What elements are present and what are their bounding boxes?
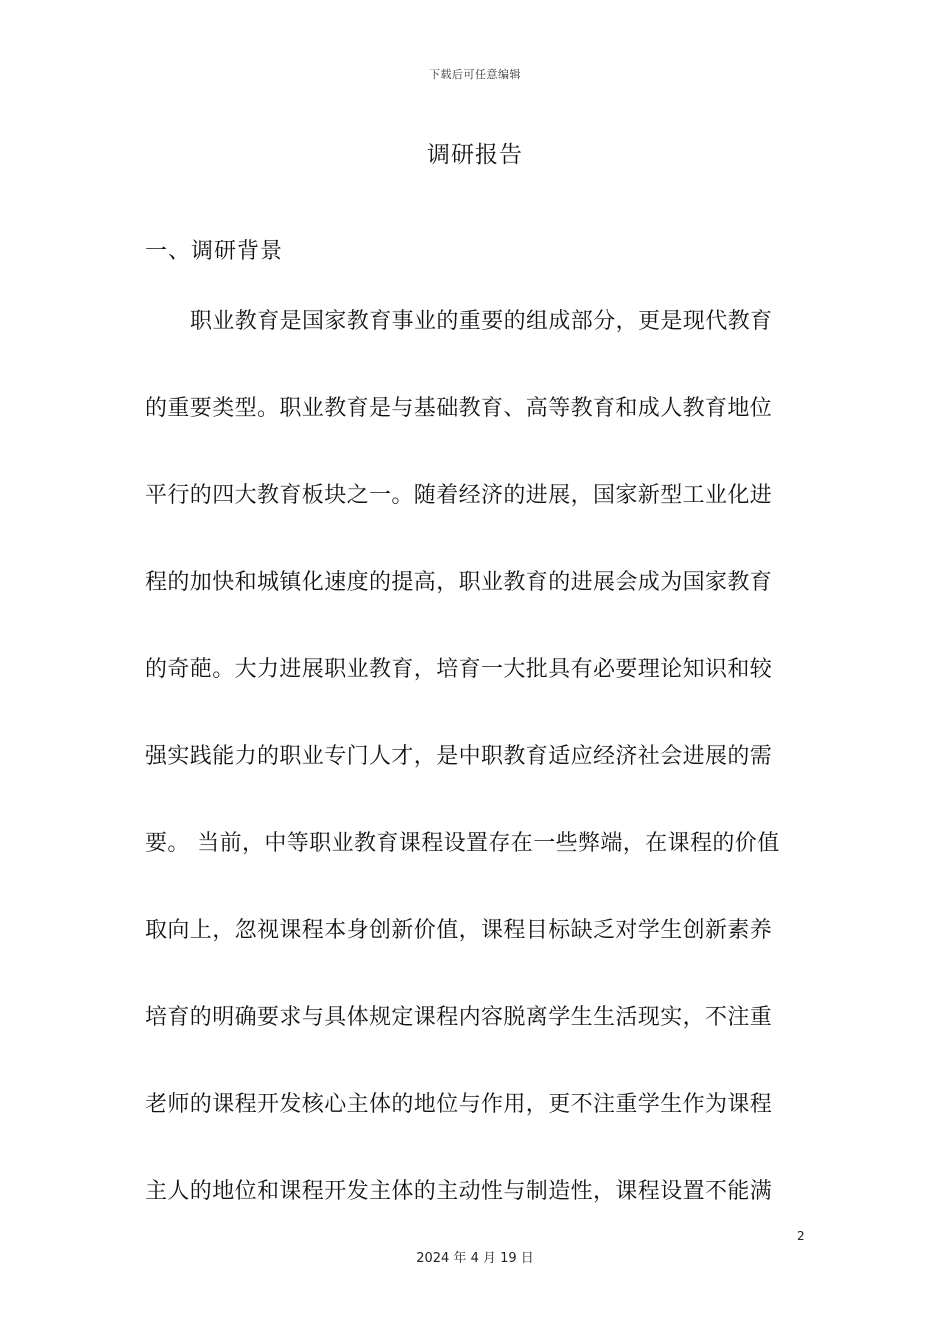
body-line: 程的加快和城镇化速度的提高，职业教育的进展会成为国家教育	[145, 570, 773, 595]
body-line: 职业教育是国家教育事业的重要的组成部分，更是现代教育	[190, 309, 773, 334]
header-note: 下载后可任意编辑	[429, 68, 521, 81]
body-line: 的奇葩。大力进展职业教育，培育一大批具有必要理论知识和较	[145, 657, 773, 682]
body-line: 的重要类型。职业教育是与基础教育、高等教育和成人教育地位	[145, 396, 773, 421]
body-line: 要。 当前，中等职业教育课程设置存在一些弊端，在课程的价值	[145, 831, 780, 856]
body-line: 主人的地位和课程开发主体的主动性与制造性，课程设置不能满	[145, 1179, 773, 1204]
body-line: 老师的课程开发核心主体的地位与作用，更不注重学生作为课程	[145, 1092, 773, 1117]
body-paragraph	[145, 305, 805, 1262]
body-line: 强实践能力的职业专门人才，是中职教育适应经济社会进展的需	[145, 744, 773, 769]
body-line: 平行的四大教育板块之一。随着经济的进展，国家新型工业化进	[145, 483, 773, 508]
body-line: 取向上，忽视课程本身创新价值，课程目标缺乏对学生创新素养	[145, 918, 773, 943]
footer-date: 2024 年 4 月 19 日	[416, 1251, 534, 1266]
body-line: 培育的明确要求与具体规定课程内容脱离学生生活现实，不注重	[145, 1005, 773, 1030]
section-heading: 一、调研背景	[145, 239, 284, 264]
document-title: 调研报告	[427, 142, 523, 168]
page-number: 2	[797, 1229, 805, 1243]
